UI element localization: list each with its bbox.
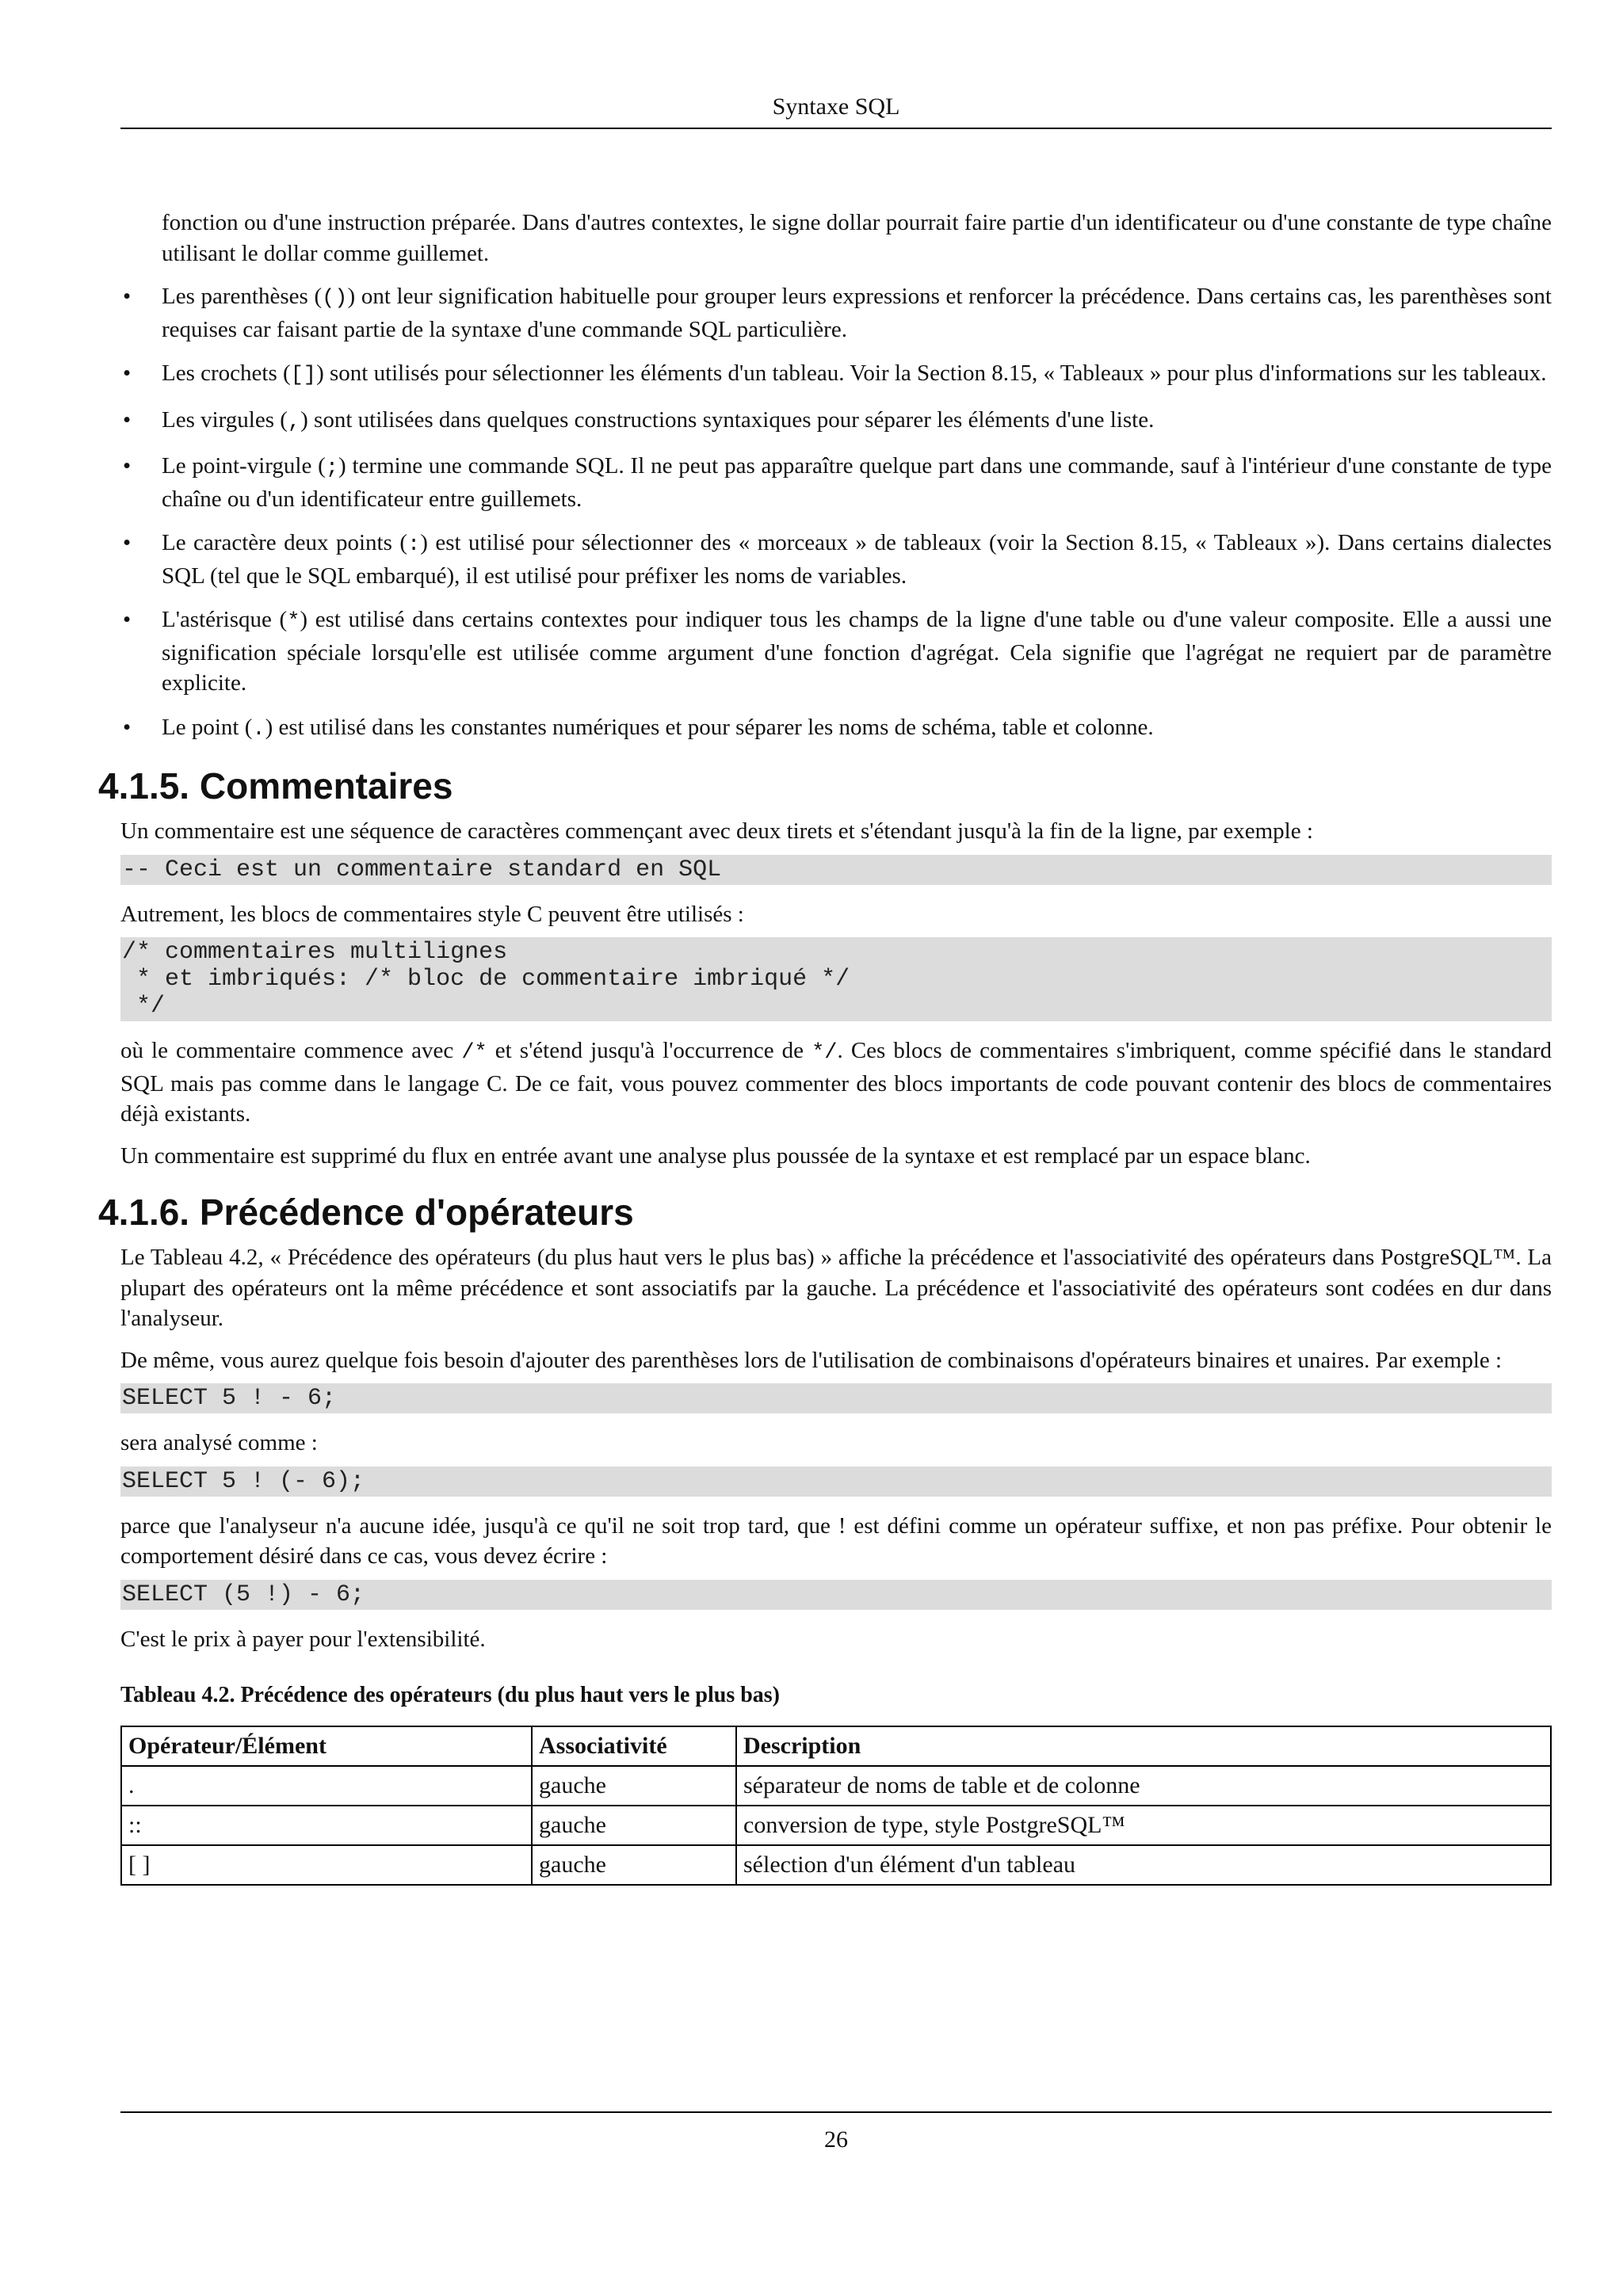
table-cell: ::	[121, 1806, 532, 1845]
paragraph: Le Tableau 4.2, « Précédence des opérateurs (du plus haut vers le plus bas) » affiche la précédence et l'associativité des opérateurs dans PostgreSQL™. La plupart des opérateurs ont la même précédence et sont associatifs par la gauche. La précédence et l'associativité des opérateurs sont codées en dur dans l'analyseur.	[120, 1245, 1552, 1331]
bullet-icon: •	[123, 284, 132, 309]
section-heading-precedence: 4.1.6. Précédence d'opérateurs	[98, 1192, 634, 1233]
comments-section	[120, 816, 1552, 1171]
precedence-section	[120, 1242, 1552, 1886]
bullet-icon: •	[123, 530, 132, 555]
header-rule	[120, 128, 1552, 129]
code-block: -- Ceci est un commentaire standard en SQL	[120, 855, 1552, 885]
code-block: SELECT (5 !) - 6;	[120, 1580, 1552, 1610]
list-item: • Le caractère deux points (:) est utilisé pour sélectionner des « morceaux » de tableaux (voir la Section 8.15, « Tableaux »). Dans certains dialectes SQL (tel que le SQL embarqué), il est utilisé pour préfixer les noms de variables.	[120, 528, 1552, 591]
list-item: • Les virgules (,) sont utilisées dans quelques constructions syntaxiques pour séparer les éléments d'une liste.	[120, 405, 1552, 438]
code-block: SELECT 5 ! - 6;	[120, 1383, 1552, 1413]
list-item: • L'astérisque (*) est utilisé dans certains contextes pour indiquer tous les champs de la ligne d'une table ou d'une valeur composite. Elle a aussi une signification spéciale lorsqu'elle est utilisée comme argument d'une fonction d'agrégat. Cela signifie que l'agrégat ne requiert par de paramètre explicite.	[120, 605, 1552, 699]
paragraph: Un commentaire est une séquence de caractères commençant avec deux tirets et s'étendant jusqu'à la fin de la ligne, par exemple :	[120, 818, 1313, 844]
table-cell: gauche	[532, 1806, 736, 1845]
bullet-icon: •	[123, 360, 132, 386]
paragraph: parce que l'analyseur n'a aucune idée, jusqu'à ce qu'il ne soit trop tard, que ! est défini comme un opérateur suffixe, et non pas préfixe. Pour obtenir le comportement désiré dans ce cas, vous devez écrire :	[120, 1512, 1552, 1569]
table-row	[121, 1845, 1551, 1885]
table-cell: gauche	[532, 1845, 736, 1885]
table-cell: .	[121, 1766, 532, 1806]
table-cell: conversion de type, style PostgreSQL™	[736, 1806, 1551, 1845]
list-item: • Le point-virgule (;) termine une commande SQL. Il ne peut pas apparaître quelque part dans une commande, sauf à l'intérieur d'une constante de type chaîne ou d'un identificateur entre guillemets.	[120, 451, 1552, 514]
table-caption: Tableau 4.2. Précédence des opérateurs (du plus haut vers le plus bas)	[120, 1683, 781, 1707]
page-number: 26	[824, 2126, 848, 2153]
column-header: Description	[736, 1726, 1551, 1766]
bullet-icon: •	[123, 714, 132, 740]
column-header: Opérateur/Élément	[121, 1726, 532, 1766]
running-header: Syntaxe SQL	[772, 93, 900, 120]
bullet-icon: •	[123, 607, 132, 632]
table-row	[121, 1806, 1551, 1845]
table-cell: séparateur de noms de table et de colonne	[736, 1766, 1551, 1806]
paragraph: sera analysé comme :	[120, 1430, 318, 1455]
bullet-icon: •	[123, 453, 132, 479]
bullet-icon: •	[123, 406, 132, 433]
paragraph: Un commentaire est supprimé du flux en entrée avant une analyse plus poussée de la syntaxe et est remplacé par un espace blanc.	[120, 1142, 1311, 1169]
paragraph: où le commentaire commence avec /* et s'étend jusqu'à l'occurrence de */. Ces blocs de commentaires s'imbriquent, comme spécifié dans le standard SQL mais pas comme dans le langage C. De ce fait, vous pouvez commenter des blocs importants de code pouvant contenir des blocs de commentaires déjà existants.	[120, 1038, 1552, 1127]
code-block: /* commentaires multilignes * et imbriqués: /* bloc de commentaire imbriqué */ */	[120, 937, 1552, 1021]
list-item: • Les crochets ([]) sont utilisés pour sélectionner les éléments d'un tableau. Voir la Section 8.15, « Tableaux » pour plus d'informations sur les tableaux.	[120, 358, 1552, 391]
list-item: • Les parenthèses (()) ont leur signification habituelle pour grouper leurs expressions et renforcer la précédence. Dans certains cas, les parenthèses sont requises car faisant partie de la syntaxe d'une commande SQL particulière.	[120, 281, 1552, 345]
table-row	[121, 1766, 1551, 1806]
section-heading-comments: 4.1.5. Commentaires	[98, 765, 453, 807]
table-cell: gauche	[532, 1766, 736, 1806]
table-header-row	[121, 1726, 1551, 1766]
column-header: Associativité	[532, 1726, 736, 1766]
paragraph: C'est le prix à payer pour l'extensibilité.	[120, 1626, 486, 1652]
footer-rule	[120, 2111, 1552, 2113]
table-cell: sélection d'un élément d'un tableau	[736, 1845, 1551, 1885]
paragraph: Autrement, les blocs de commentaires style C peuvent être utilisés :	[120, 901, 744, 927]
code-block: SELECT 5 ! (- 6);	[120, 1466, 1552, 1497]
continuation-paragraph: fonction ou d'une instruction préparée. Dans d'autres contextes, le signe dollar pourrait faire partie d'un identificateur ou d'une constante de type chaîne utilisant le dollar comme guillemet.	[162, 210, 1552, 266]
table-cell: [ ]	[121, 1845, 532, 1885]
punctuation-list	[120, 281, 1552, 745]
page-content	[98, 208, 1552, 1886]
paragraph: De même, vous aurez quelque fois besoin d'ajouter des parenthèses lors de l'utilisation de combinaisons d'opérateurs binaires et unaires. Par exemple :	[120, 1347, 1503, 1373]
list-item: • Le point (.) est utilisé dans les constantes numériques et pour séparer les noms de schéma, table et colonne.	[120, 712, 1552, 746]
operator-precedence-table	[120, 1726, 1552, 1886]
